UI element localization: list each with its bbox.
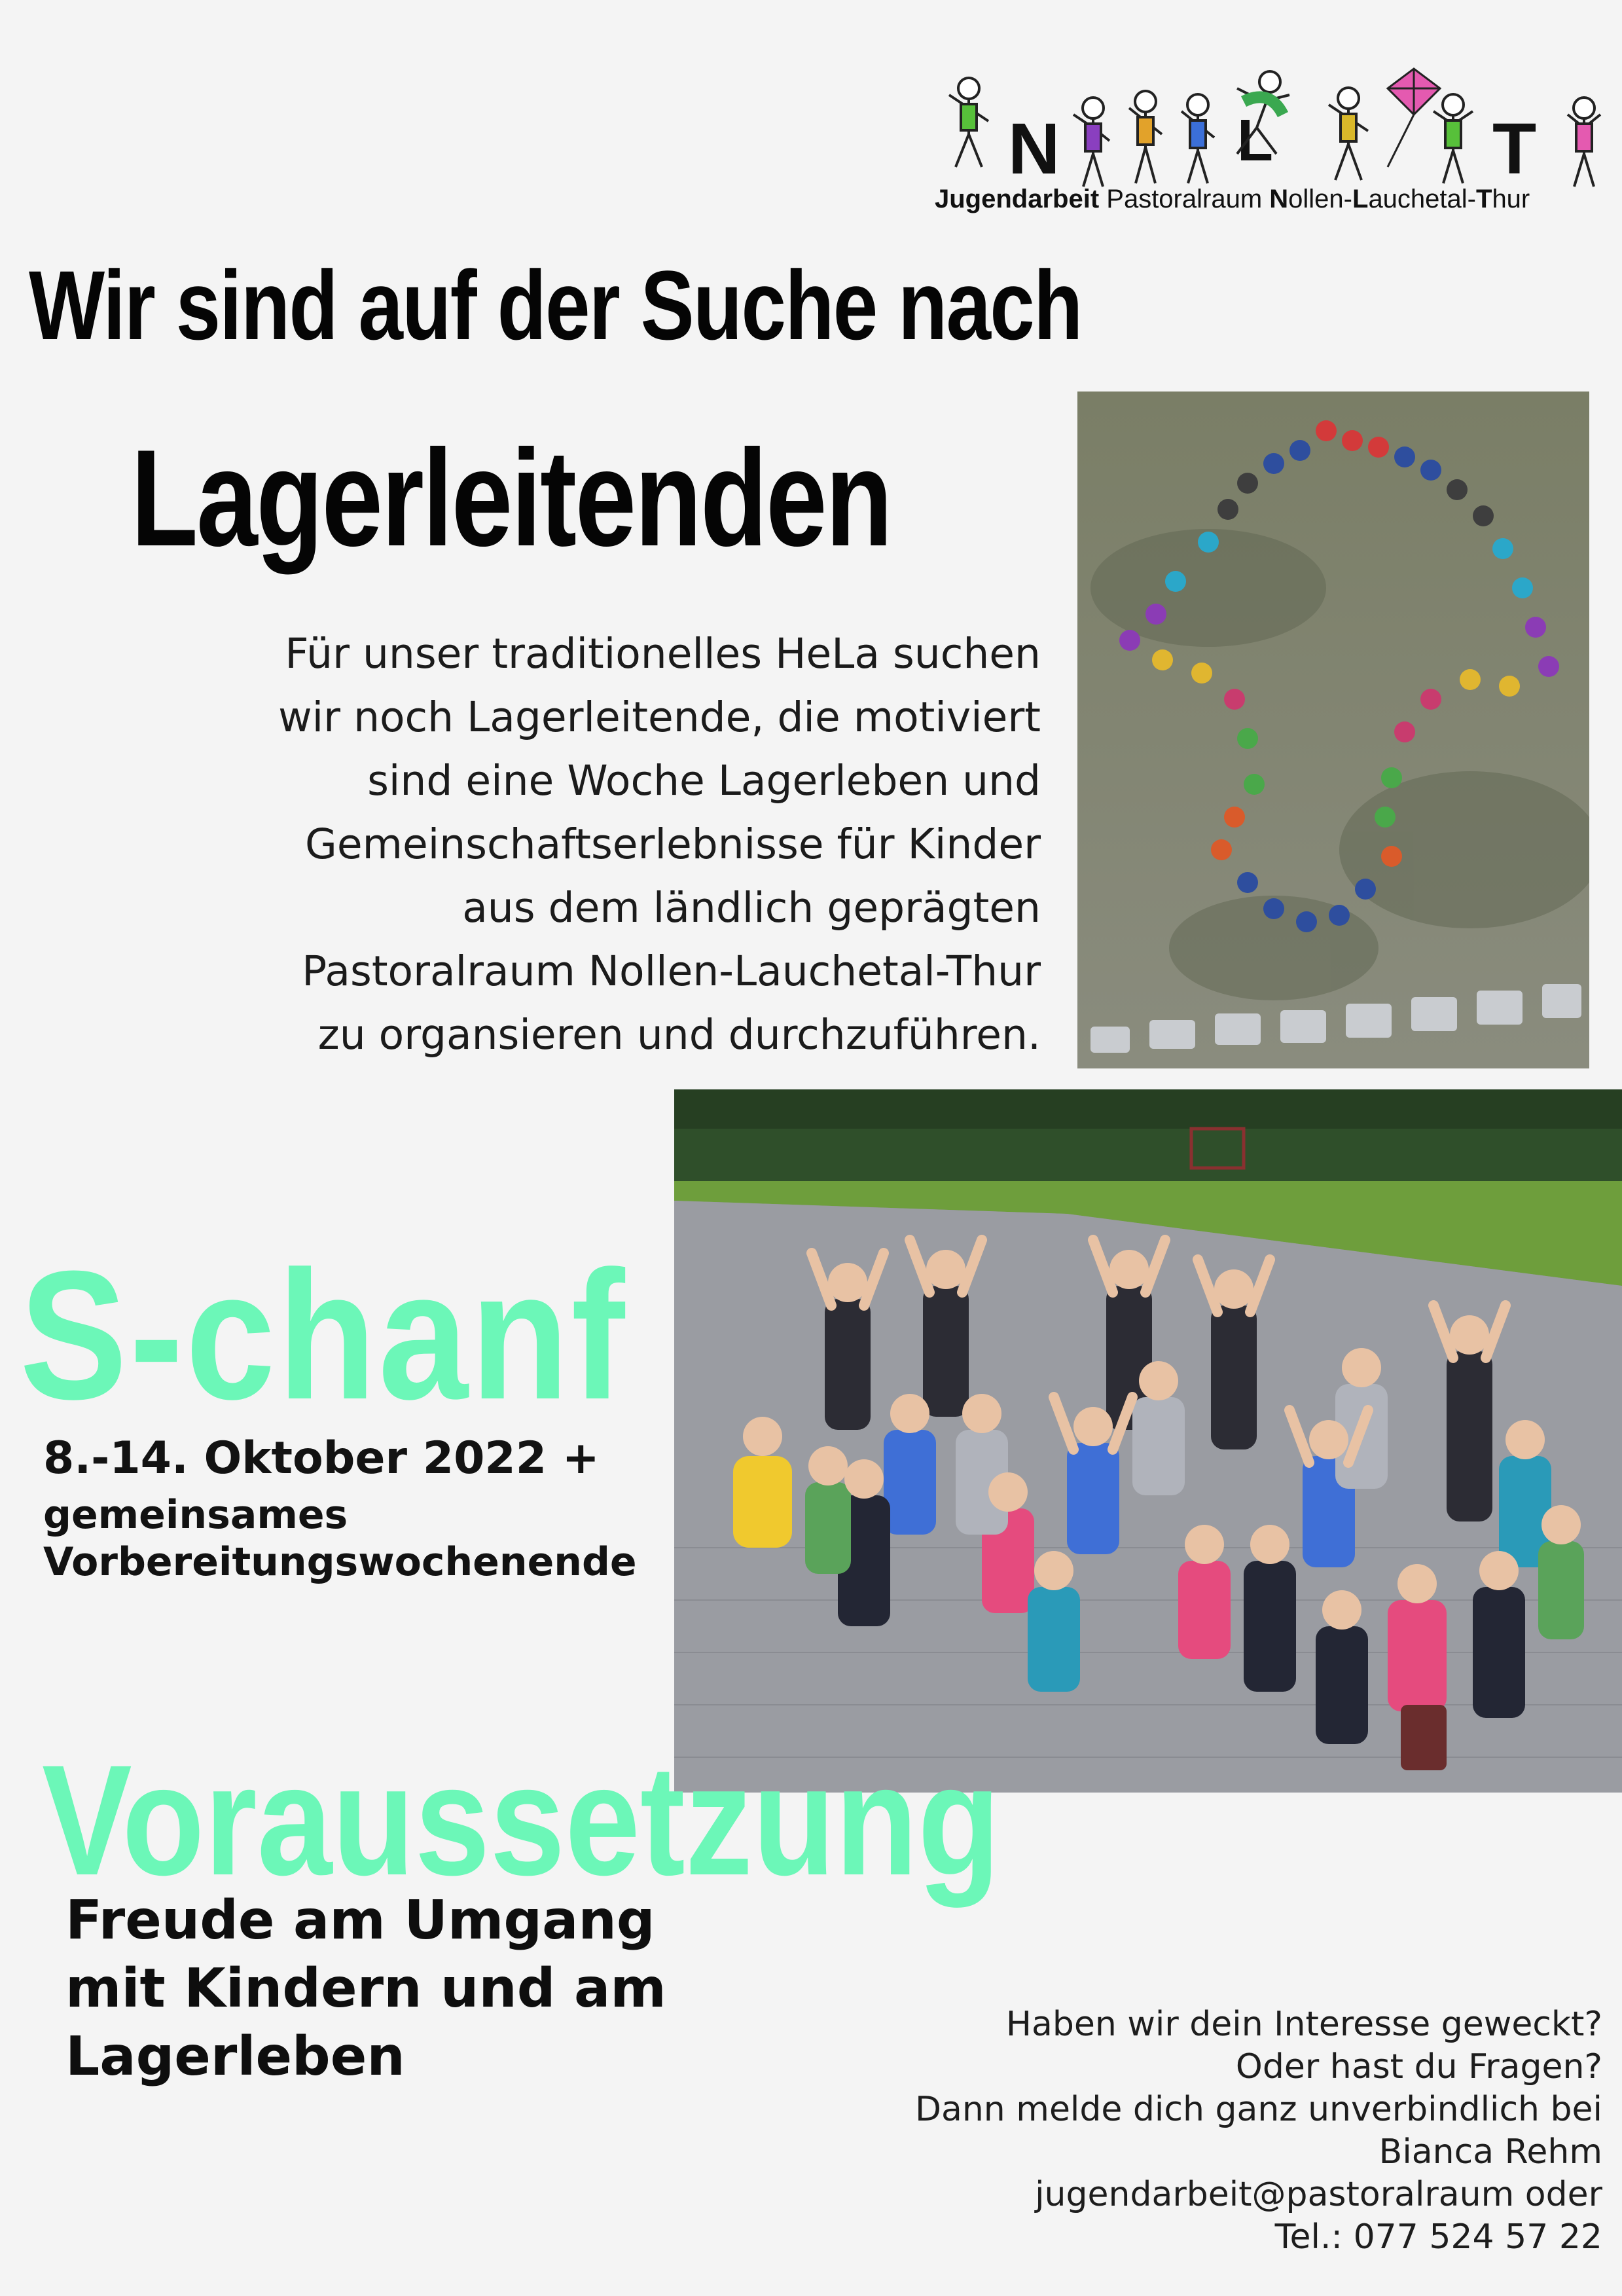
intro-line: Für unser traditionelles HeLa suchen <box>285 630 1041 678</box>
child-figure-1-icon <box>949 78 988 167</box>
contact-name: Bianca Rehm <box>1379 2132 1602 2172</box>
requirement-line: Lagerleben <box>65 2026 405 2088</box>
contact-line: Oder hast du Fragen? <box>1235 2047 1602 2086</box>
intro-line: Gemeinschaftserlebnisse für Kinder <box>305 820 1041 868</box>
camp-dates: 8.-14. Oktober 2022 + <box>43 1432 600 1484</box>
requirement-text <box>65 1887 666 2091</box>
requirement-line: Freude am Umgang <box>65 1889 655 1952</box>
prep-line: gemeinsames <box>43 1492 348 1538</box>
kite-icon <box>1388 69 1440 167</box>
subheadline: Lagerleitenden <box>131 421 892 575</box>
child-figure-6-icon <box>1329 88 1368 180</box>
contact-email[interactable]: jugendarbeit@pastoralraum oder <box>1035 2175 1602 2214</box>
aerial-group-photo <box>1077 392 1589 1068</box>
contact-phone[interactable]: Tel.: 077 524 57 22 <box>1274 2217 1602 2257</box>
child-figure-2-icon <box>1073 98 1109 187</box>
requirement-title: Voraussetzung <box>42 1732 1001 1908</box>
intro-line: aus dem ländlich geprägten <box>462 884 1041 932</box>
child-figure-4-icon <box>1181 94 1214 183</box>
intro-line: sind eine Woche Lagerleben und <box>367 757 1041 805</box>
contact-block <box>686 2003 1602 2259</box>
child-figure-7-icon <box>1433 94 1473 183</box>
camp-location: S-chanf <box>20 1233 628 1438</box>
group-photo <box>674 1089 1622 1793</box>
intro-line: Pastoralraum Nollen-Lauchetal-Thur <box>302 947 1041 995</box>
headline: Wir sind auf der Suche nach <box>29 250 1082 360</box>
prep-line: Vorbereitungswochenende <box>43 1539 637 1585</box>
contact-line: Haben wir dein Interesse geweckt? <box>1005 2005 1602 2044</box>
logo-letter-t: T <box>1492 109 1537 189</box>
intro-line: zu organsieren und durchzuführen. <box>317 1011 1041 1059</box>
logo-letter-n: N <box>1008 109 1060 189</box>
child-figure-8-icon <box>1568 98 1600 187</box>
contact-line: Dann melde dich ganz unverbindlich bei <box>914 2090 1602 2129</box>
child-figure-3-icon <box>1129 91 1162 183</box>
requirement-line: mit Kindern und am <box>65 1958 666 2020</box>
logo-letter-l: L <box>1237 108 1273 173</box>
prep-weekend <box>43 1491 637 1586</box>
intro-paragraph <box>72 622 1041 1066</box>
intro-line: wir noch Lagerleitende, die motiviert <box>278 693 1041 741</box>
logo-caption: Jugendarbeit Pastoralraum Nollen-Lauchetal-Thur <box>935 185 1530 213</box>
